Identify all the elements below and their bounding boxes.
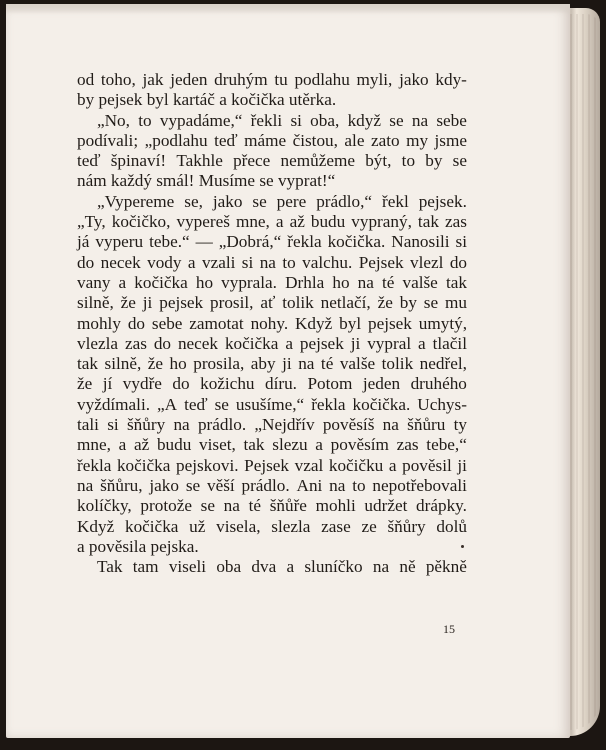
text-word: usušíme,“ <box>235 394 305 414</box>
text-word: na <box>259 252 276 272</box>
text-word: do <box>449 252 467 272</box>
text-word: jak <box>142 70 164 89</box>
text-word: teď <box>184 394 208 414</box>
text-word: se <box>214 394 229 414</box>
text-line <box>77 212 467 232</box>
text-word: vlezla <box>77 333 119 353</box>
text-word: sebe <box>436 110 467 130</box>
text-word: si <box>107 415 119 435</box>
text-word: vany <box>77 272 111 292</box>
text-word: na <box>223 496 240 516</box>
text-line <box>77 232 467 252</box>
text-word: vyperu <box>95 232 144 252</box>
text-word: až <box>289 212 305 232</box>
text-word: ho <box>169 354 187 374</box>
text-word: ho <box>332 272 350 292</box>
text-word: že <box>147 354 164 374</box>
text-word: a <box>118 435 127 455</box>
text-word: necek <box>177 333 219 353</box>
text-word: — <box>195 232 213 252</box>
text-word: kočička. <box>352 394 411 414</box>
text-word: Ani <box>296 475 323 495</box>
text-word: až <box>133 435 150 455</box>
text-word: viseli <box>168 557 207 577</box>
text-word: druhého <box>410 374 467 394</box>
text-word: nedřel, <box>419 354 467 374</box>
text-line <box>77 496 467 516</box>
text-word: pěkně <box>425 557 467 577</box>
text-word: viset, <box>199 435 236 455</box>
text-word: být, <box>365 151 392 171</box>
text-word: jako <box>399 70 429 89</box>
text-word: pejsek <box>299 333 344 353</box>
text-word: tak <box>77 354 98 374</box>
text-word: kočička <box>224 333 279 353</box>
text-word: do <box>127 313 145 333</box>
text-word: se <box>185 475 201 495</box>
text-word: Drhla <box>285 272 325 292</box>
text-word: Uchys- <box>417 394 467 414</box>
text-word: necek <box>100 252 141 272</box>
text-word: dolů <box>436 516 467 536</box>
text-word: mohly <box>77 313 121 333</box>
text-word: mu <box>444 293 467 313</box>
text-word: tak <box>243 435 265 455</box>
text-word: jeden <box>362 374 401 394</box>
text-word: vzal <box>294 455 324 475</box>
text-line <box>77 395 467 415</box>
text-line <box>77 192 467 212</box>
text-word: kočička <box>134 272 188 292</box>
text-word: myli, <box>356 70 393 89</box>
text-word: teď <box>214 130 238 150</box>
text-line <box>77 273 467 293</box>
text-word: že <box>120 293 136 313</box>
text-word: řekla <box>287 232 322 252</box>
text-word: Pejsek <box>358 252 404 272</box>
text-word: kočičko, <box>111 212 171 232</box>
text-word: budu <box>156 435 192 455</box>
text-word: pejsek <box>367 313 412 333</box>
text-word: když <box>347 110 381 130</box>
text-word: ale <box>344 130 365 150</box>
text-word: to <box>138 110 152 130</box>
text-word: na <box>298 354 315 374</box>
text-word: dva <box>251 557 277 577</box>
text-word: zamotat <box>189 313 244 333</box>
text-line: nám každý smál! Musíme se vyprat!“ <box>77 171 336 191</box>
text-word: vody <box>147 252 182 272</box>
text-word: podlahu <box>294 70 350 89</box>
text-word: „podlahu <box>144 130 208 150</box>
text-word: vzali <box>201 252 236 272</box>
text-word: pověsil <box>402 455 452 475</box>
text-line <box>77 557 467 577</box>
text-word: nepotřebovali <box>372 475 467 495</box>
text-word: vypraný, <box>351 212 412 232</box>
text-word: mne, <box>77 435 111 455</box>
text-word: slezla <box>271 516 311 536</box>
text-word: prosil, <box>210 293 254 313</box>
text-word: toho, <box>100 70 136 89</box>
text-line <box>77 70 467 90</box>
text-line <box>77 354 467 374</box>
text-word: vypral <box>367 333 412 353</box>
text-word: jsme <box>434 130 467 150</box>
text-word: tu <box>274 70 288 89</box>
text-word: tebe.“ <box>149 232 190 252</box>
text-line <box>77 476 467 496</box>
text-word: jeden <box>170 70 208 89</box>
text-word: té <box>248 496 261 516</box>
text-word: byl <box>339 313 362 333</box>
text-word: přece <box>233 151 271 171</box>
text-word: aby <box>250 354 276 374</box>
text-word: řekla <box>311 394 346 414</box>
text-word: tolik <box>282 293 314 313</box>
text-word: do <box>77 252 95 272</box>
text-word: kožichu <box>200 374 255 394</box>
text-line <box>77 314 467 334</box>
text-word: protože <box>140 496 192 516</box>
text-line <box>77 111 467 131</box>
text-word: kočička <box>116 455 171 475</box>
text-word: by <box>425 151 443 171</box>
text-word: a <box>275 212 284 232</box>
text-word: Takhle <box>176 151 223 171</box>
text-word: řekla <box>77 455 112 475</box>
text-word: šňůru <box>407 415 446 435</box>
text-word: řekli <box>250 110 283 130</box>
text-word: vyždímali. <box>77 394 151 414</box>
text-line <box>77 435 467 455</box>
text-line <box>77 415 467 435</box>
text-word: ně <box>399 557 416 577</box>
text-word: ji <box>350 333 361 353</box>
text-word: že <box>77 374 93 394</box>
text-line <box>77 253 467 273</box>
text-word: tolik <box>381 354 414 374</box>
text-word: ji <box>142 293 153 313</box>
text-word: valchu. <box>302 252 353 272</box>
text-word: by <box>399 293 417 313</box>
text-word: to <box>352 475 366 495</box>
text-word: jí <box>102 374 113 394</box>
text-word: a <box>388 455 397 475</box>
text-word: šňůry <box>387 516 426 536</box>
text-line <box>77 151 467 171</box>
text-word: a <box>286 557 295 577</box>
text-word: si <box>455 232 467 252</box>
text-word: zato <box>370 130 400 150</box>
text-word: sluníčko <box>304 557 363 577</box>
text-word: se <box>423 293 439 313</box>
text-word: valše <box>339 354 376 374</box>
text-word: šňůře <box>269 496 307 516</box>
text-word: Když <box>77 516 115 536</box>
text-word: šňůry <box>126 415 166 435</box>
text-word: my <box>406 130 429 150</box>
text-word: Tak <box>97 557 123 577</box>
text-line: a pověsila pejska. <box>77 536 199 556</box>
text-word: na <box>77 475 94 495</box>
text-word: ho <box>195 272 214 292</box>
text-word: kočičku <box>328 455 384 475</box>
text-word: se <box>200 496 215 516</box>
text-word: se <box>389 110 404 130</box>
text-word: visela, <box>216 516 261 536</box>
text-word: pejsek. <box>418 191 467 211</box>
text-word: prádlo,“ <box>316 191 373 211</box>
text-word: vypereš <box>176 212 230 232</box>
text-line <box>77 131 467 151</box>
text-word: mohli <box>315 496 356 516</box>
text-line: by pejsek byl kartáč a kočička utěrka. <box>77 90 337 110</box>
text-word: drápky. <box>416 496 467 516</box>
text-word: se <box>452 151 467 171</box>
text-word: ze <box>361 516 377 536</box>
text-word: vlezl <box>409 252 444 272</box>
text-word: na <box>357 272 374 292</box>
text-word: „A <box>157 394 178 414</box>
ink-speck <box>461 545 464 548</box>
text-word: do <box>172 374 190 394</box>
text-word: na <box>372 557 390 577</box>
text-line <box>77 334 467 354</box>
text-word: jako <box>149 475 179 495</box>
text-word: a <box>118 272 127 292</box>
text-word: tebe,“ <box>426 435 467 455</box>
text-word: vydře <box>122 374 162 394</box>
text-word: tak <box>417 212 439 232</box>
text-word: já <box>77 232 90 252</box>
text-word: na <box>382 415 399 435</box>
page-top-shadow <box>6 4 570 14</box>
text-word: udržet <box>364 496 408 516</box>
text-word: prádlo. <box>241 475 290 495</box>
text-word: šňůru, <box>100 475 143 495</box>
text-word: si <box>241 252 254 272</box>
text-word: ji <box>282 354 292 374</box>
text-word: Pejsek <box>244 455 290 475</box>
text-word: a <box>418 333 426 353</box>
text-word: teď <box>77 151 101 171</box>
text-word: zas <box>444 212 467 232</box>
text-word: řekl <box>382 191 409 211</box>
text-word: sebe <box>151 313 183 333</box>
text-word: tam <box>132 557 159 577</box>
text-word: že <box>377 293 393 313</box>
text-word: „Ty, <box>77 212 106 232</box>
text-word: to <box>401 151 416 171</box>
text-word: věší <box>206 475 235 495</box>
text-word: té <box>381 272 395 292</box>
text-word: díru. <box>265 374 297 394</box>
text-word: na <box>329 475 346 495</box>
text-word: kdy- <box>435 70 467 89</box>
text-word: kočička <box>124 516 179 536</box>
text-word: na <box>173 415 190 435</box>
text-word: „Vypereme <box>97 191 175 211</box>
text-word: kolíčky, <box>77 496 132 516</box>
text-word: „Dobrá,“ <box>218 232 282 252</box>
text-word: na <box>411 110 429 130</box>
text-word: mne, <box>235 212 270 232</box>
text-word: nohy. <box>250 313 289 333</box>
text-word: zas <box>124 333 147 353</box>
text-word: podívali; <box>77 130 139 150</box>
text-word: špinaví! <box>110 151 167 171</box>
text-word: ty <box>453 415 467 435</box>
text-word: pověsím <box>330 435 389 455</box>
text-word: ať <box>260 293 276 313</box>
text-word: pověsíš <box>322 415 375 435</box>
text-word: Nanosili <box>391 232 450 252</box>
text-word: ji <box>457 455 467 475</box>
text-word: vypadáme,“ <box>159 110 243 130</box>
text-word: „No, <box>97 110 130 130</box>
text-word: kočička. <box>327 232 386 252</box>
text-word: té <box>320 354 334 374</box>
text-word: si <box>290 110 302 130</box>
text-word: netlačí, <box>320 293 371 313</box>
text-word: do <box>153 333 172 353</box>
text-word: Potom <box>307 374 353 394</box>
text-word: a <box>315 435 323 455</box>
text-line <box>77 517 467 537</box>
text-word: valše <box>402 272 438 292</box>
text-word: to <box>282 252 296 272</box>
text-word: od <box>77 70 95 89</box>
text-word: nemůžeme <box>280 151 355 171</box>
text-word: pejsek <box>159 293 204 313</box>
text-word: tali <box>77 415 99 435</box>
text-word: máme <box>244 130 287 150</box>
text-word: se <box>252 191 267 211</box>
text-word: zas <box>396 435 419 455</box>
text-word: už <box>189 516 206 536</box>
text-word: zase <box>321 516 351 536</box>
body-text <box>77 70 467 577</box>
text-word: budu <box>310 212 346 232</box>
text-word: se, <box>184 191 203 211</box>
text-word: pejskovi. <box>176 455 239 475</box>
text-word: pere <box>276 191 307 211</box>
text-word: a <box>285 333 293 353</box>
text-word: prádlo. <box>197 415 247 435</box>
text-line <box>77 374 467 394</box>
text-word: silně, <box>77 293 114 313</box>
text-word: prosila, <box>193 354 245 374</box>
text-word: tak <box>445 272 467 292</box>
text-line <box>77 293 467 313</box>
text-word: vyprala. <box>221 272 277 292</box>
text-line <box>77 456 467 476</box>
text-word: tlačil <box>432 333 467 353</box>
text-word: čistou, <box>292 130 338 150</box>
text-word: a <box>187 252 196 272</box>
text-word: umytý, <box>418 313 467 333</box>
text-word: slezu <box>272 435 308 455</box>
text-word: oba, <box>310 110 340 130</box>
page-number: 15 <box>443 622 455 636</box>
text-word: jako <box>212 191 243 211</box>
text-word: „Nejdřív <box>254 415 315 435</box>
text-word: silně, <box>104 354 142 374</box>
text-word: oba <box>216 557 242 577</box>
text-word: Když <box>295 313 333 333</box>
text-word: druhým <box>214 70 268 89</box>
